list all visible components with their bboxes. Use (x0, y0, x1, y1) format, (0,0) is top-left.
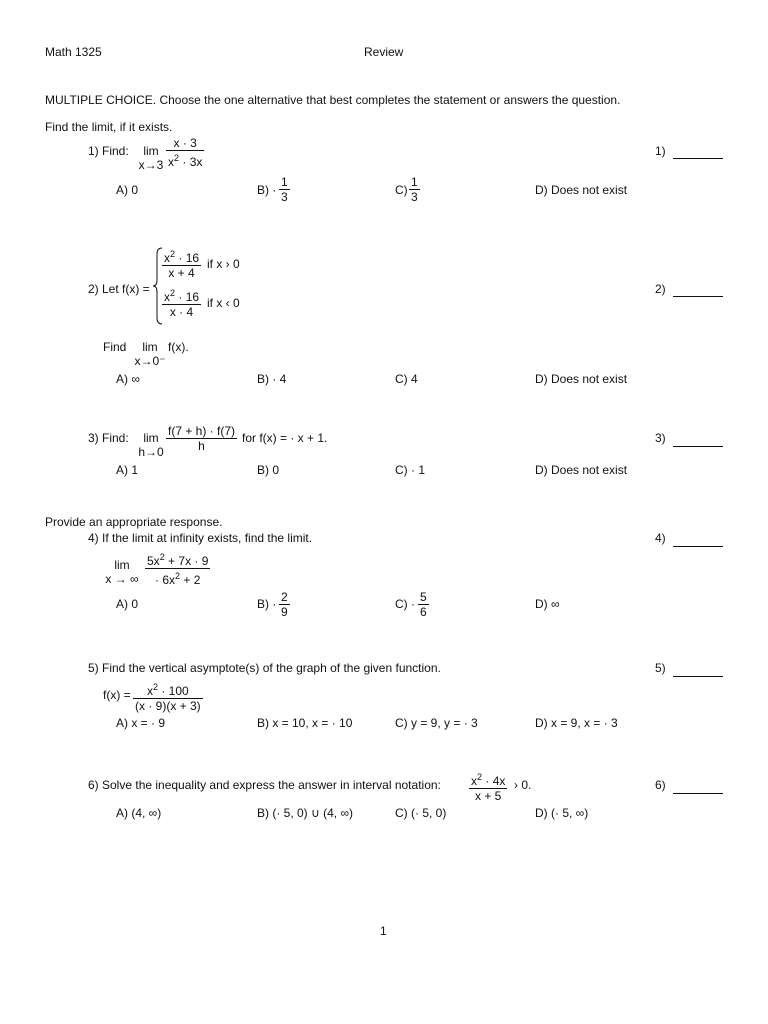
q1-option-a[interactable]: A) 0 (116, 183, 139, 197)
q4-number: 4) (655, 531, 666, 545)
q2-row1-condition: if x › 0 (207, 257, 240, 271)
q3-option-d[interactable]: D) Does not exist (535, 463, 628, 477)
q1-option-c[interactable]: C) (395, 183, 408, 197)
q3-prefix: 3) Find: (88, 431, 129, 445)
q6-option-b[interactable]: B) (· 5, 0) ∪ (4, ∞) (257, 806, 354, 820)
q2-fx: f(x). (168, 340, 189, 354)
q4-fraction: $\frac{5x^2 + 7x \cdot 9}{\cdot 6x^2 + 2}$ (147, 552, 209, 587)
q4-answer-blank[interactable] (673, 546, 723, 547)
page-number: 1 (380, 924, 387, 938)
q3-fraction: $\frac{f(7 + h) \cdot f(7)}{h}$ (168, 424, 236, 453)
q5-number: 5) (655, 661, 666, 675)
q4-option-d[interactable]: D) ∞ (535, 597, 560, 611)
q3-suffix: for f(x) = · x + 1. (242, 431, 328, 445)
q4-option-b[interactable]: B) · (257, 597, 277, 611)
q2-option-b[interactable]: B) · 4 (257, 372, 287, 386)
q4-prefix: 4) If the limit at infinity exists, find the limit. (88, 531, 313, 545)
q2-option-d[interactable]: D) Does not exist (535, 372, 628, 386)
q5-fx: f(x) = (103, 688, 131, 702)
q1-answer-blank[interactable] (673, 158, 723, 159)
q1-lim: lim x→3 (138, 144, 164, 172)
q6-answer-blank[interactable] (673, 793, 723, 794)
q3-option-b[interactable]: B) 0 (257, 463, 280, 477)
q3-option-c[interactable]: C) · 1 (395, 463, 425, 477)
q5-prefix: 5) Find the vertical asymptote(s) of the graph of the given function. (88, 661, 441, 675)
q2-number: 2) (655, 282, 666, 296)
q4-option-c[interactable]: C) · (395, 597, 415, 611)
q1-prefix: 1) Find: (88, 144, 129, 158)
q2-row2-condition: if x ‹ 0 (207, 296, 240, 310)
q4-option-b-fraction: $\frac{2}{9}$ (281, 590, 288, 619)
q5-option-d[interactable]: D) x = 9, x = · 3 (535, 716, 618, 730)
q1-option-b-fraction: $\frac{1}{3}$ (281, 175, 288, 204)
q3-number: 3) (655, 431, 666, 445)
q2-prefix: 2) Let f(x) = (88, 282, 150, 296)
q5-option-a[interactable]: A) x = · 9 (116, 716, 166, 730)
q4-option-c-fraction: $\frac{5}{6}$ (420, 590, 427, 619)
q4-lim: lim x → ∞ (105, 558, 139, 586)
page-title: Review (364, 45, 404, 59)
q1-option-d[interactable]: D) Does not exist (535, 183, 628, 197)
q2-row1-fraction: $\frac{x^2 \cdot 16}{x + 4}$ (164, 249, 200, 280)
course-name: Math 1325 (45, 45, 102, 59)
q2-answer-blank[interactable] (673, 296, 723, 297)
q2-find: Find (103, 340, 127, 354)
q2-option-a[interactable]: A) ∞ (116, 372, 140, 386)
q6-option-d[interactable]: D) (· 5, ∞) (535, 806, 589, 820)
section-heading-response: Provide an appropriate response. (45, 515, 223, 529)
q5-answer-blank[interactable] (673, 676, 723, 677)
q3-lim: lim h→0 (138, 431, 164, 459)
q1-option-b[interactable]: B) · (257, 183, 277, 197)
q5-option-b[interactable]: B) x = 10, x = · 10 (257, 716, 353, 730)
q2-lim: lim x→0⁻ (134, 340, 166, 368)
q4-option-a[interactable]: A) 0 (116, 597, 139, 611)
instructions: MULTIPLE CHOICE. Choose the one alternative that best completes the statement or answers the question. (45, 93, 621, 107)
q5-option-c[interactable]: C) y = 9, y = · 3 (395, 716, 478, 730)
q2-option-c[interactable]: C) 4 (395, 372, 418, 386)
q3-option-a[interactable]: A) 1 (116, 463, 139, 477)
q6-option-c[interactable]: C) (· 5, 0) (395, 806, 447, 820)
q5-fraction: $\frac{x^2 \cdot 100}{(x \cdot 9)(x + 3)}$ (135, 682, 201, 713)
q2-row2-fraction: $\frac{x^2 \cdot 16}{x \cdot 4}$ (164, 288, 200, 319)
q3-answer-blank[interactable] (673, 446, 723, 447)
q6-prefix: 6) Solve the inequality and express the answer in interval notation: (88, 778, 441, 792)
q1-option-c-fraction: $\frac{1}{3}$ (411, 175, 418, 204)
q1-number: 1) (655, 144, 666, 158)
q6-suffix: › 0. (514, 778, 532, 792)
section-heading-limits: Find the limit, if it exists. (45, 120, 173, 134)
q6-fraction: $\frac{x^2 \cdot 4x}{x + 5}$ (471, 772, 506, 803)
q6-option-a[interactable]: A) (4, ∞) (116, 806, 162, 820)
q1-fraction: $\frac{x \cdot 3}{x^2 \cdot 3x}$ (168, 136, 203, 169)
q6-number: 6) (655, 778, 666, 792)
